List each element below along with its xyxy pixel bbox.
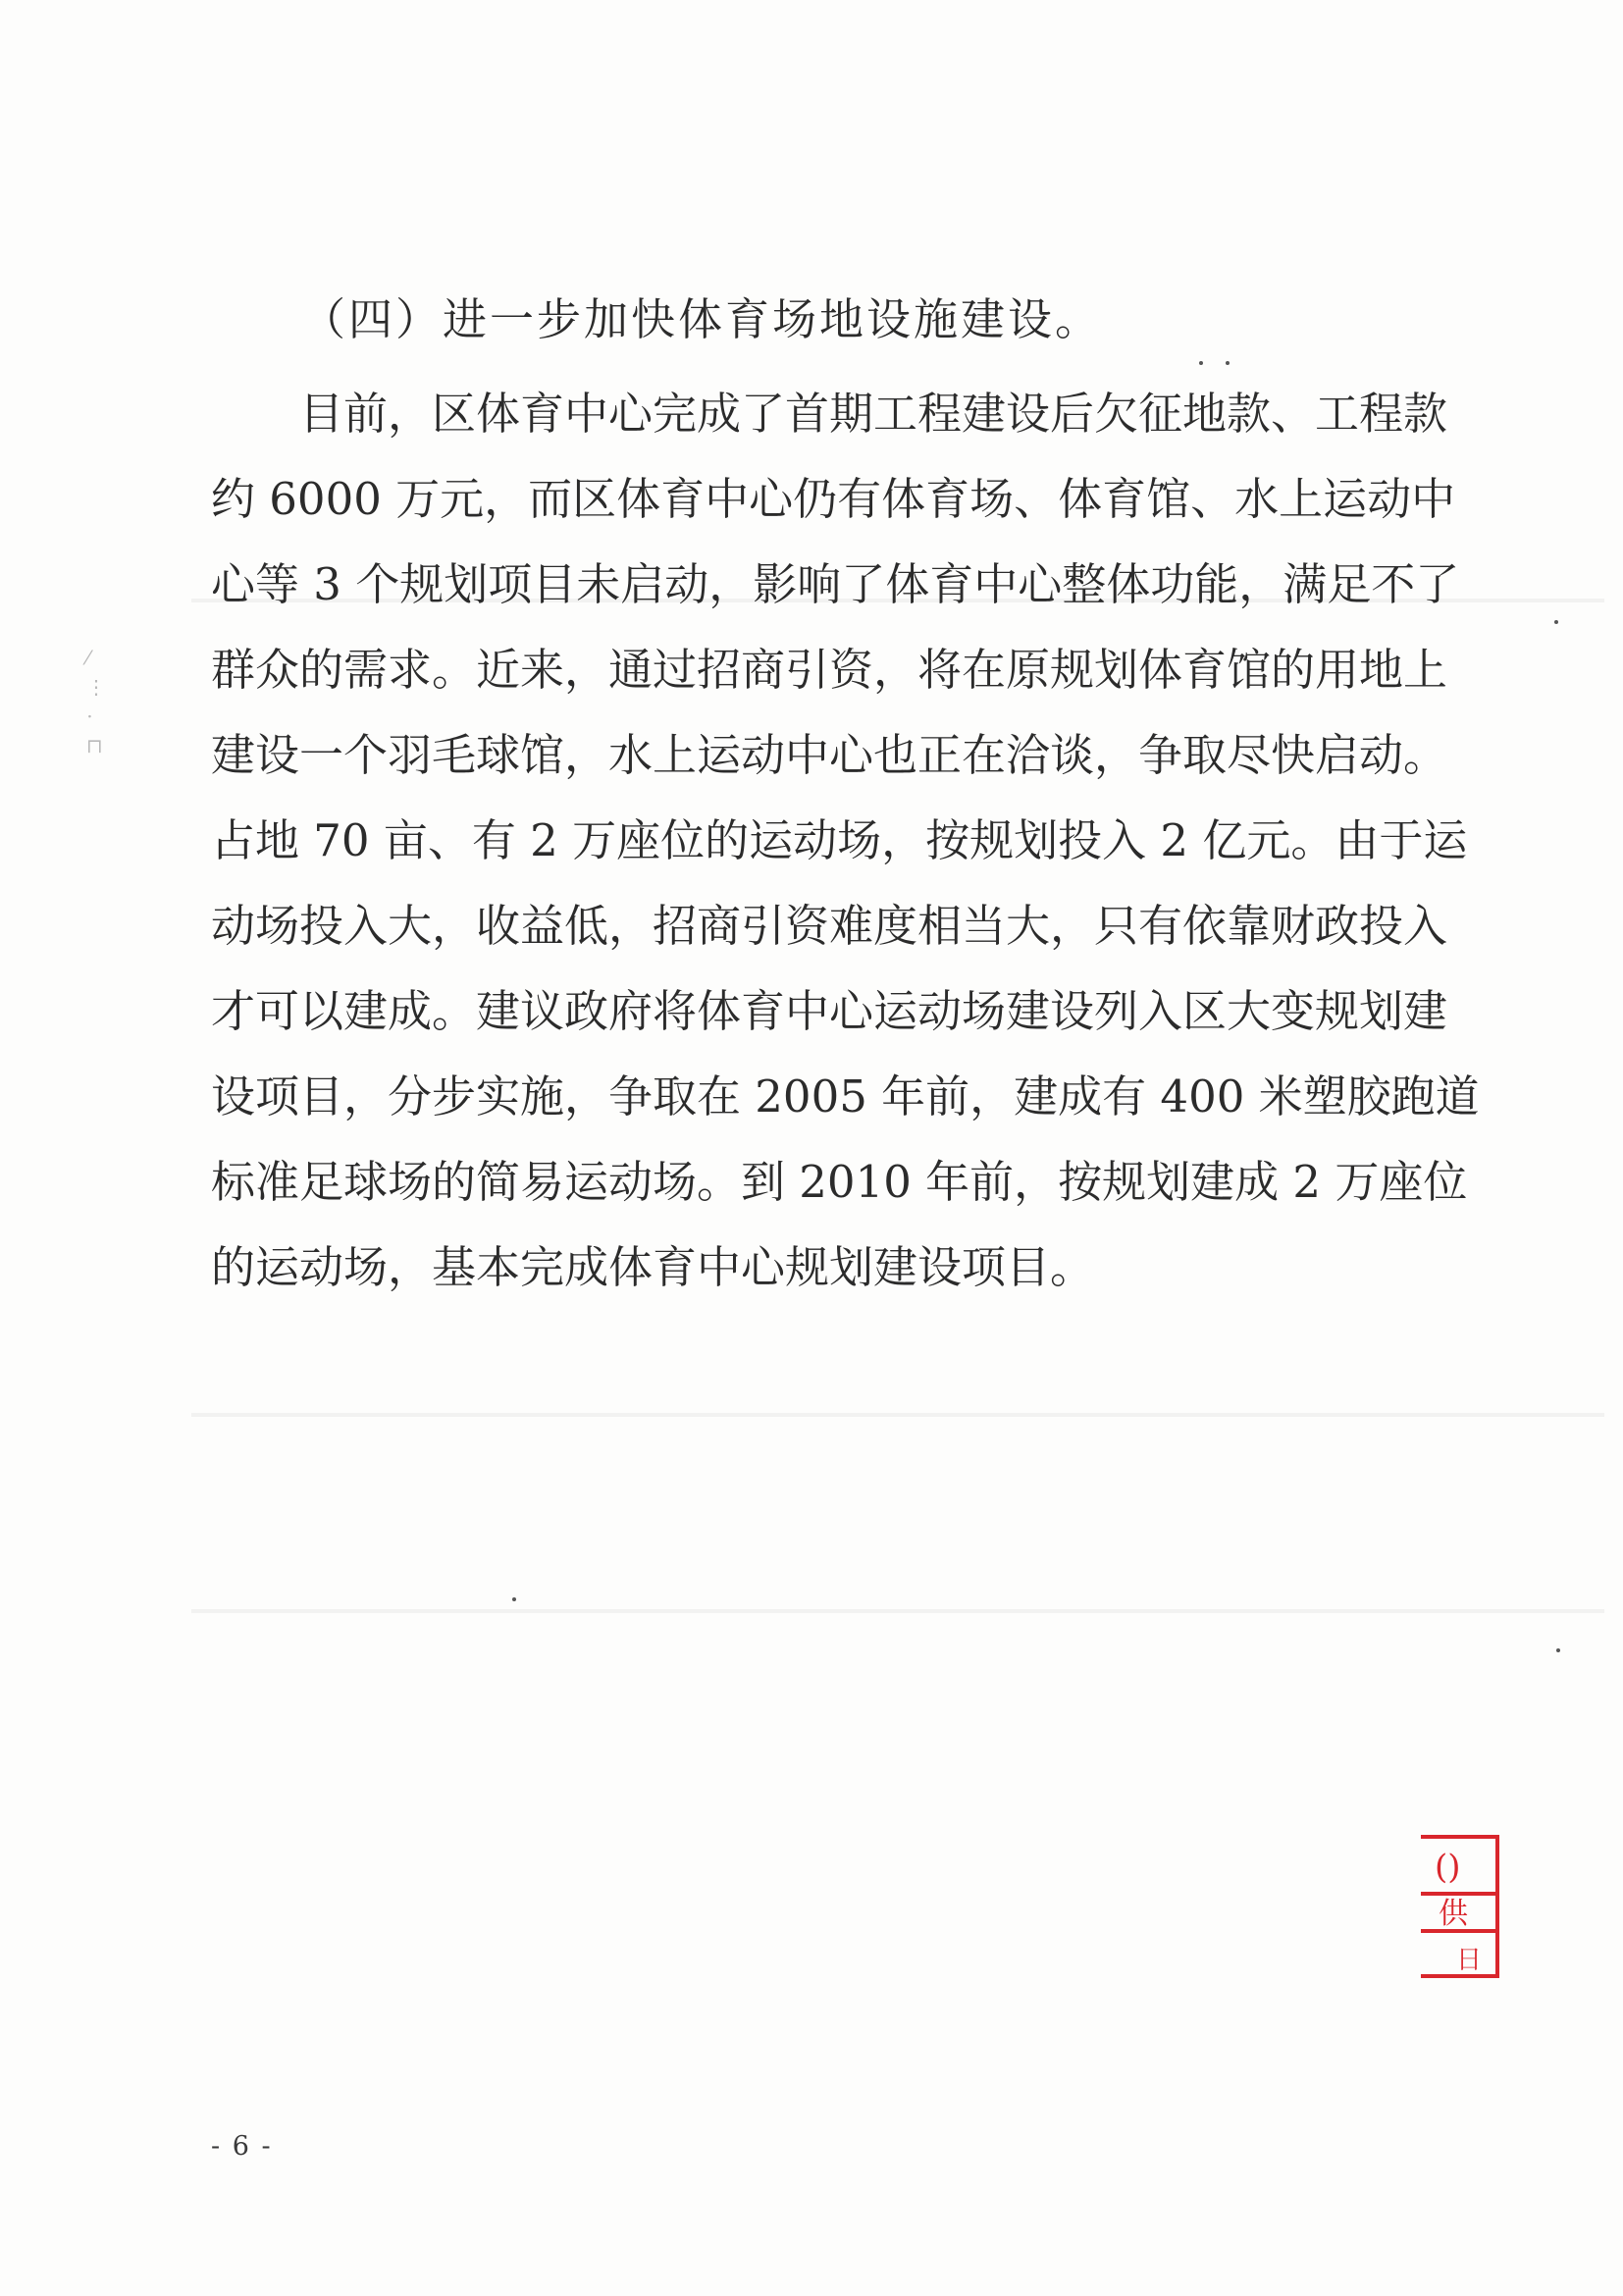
paragraph-line: 动场投入大，收益低，招商引资难度相当大，只有依靠财政投入 <box>211 900 1448 952</box>
binding-marks: ⁄ ⋮ ⋅ ⊓ <box>86 646 106 757</box>
scan-artifact <box>191 1413 1604 1417</box>
stamp-char: () <box>1435 1848 1461 1887</box>
red-stamp <box>1413 1833 1501 1980</box>
scan-speck <box>1226 361 1230 365</box>
paragraph-line: 设项目，分步实施，争取在 2005 年前，建成有 400 米塑胶跑道 <box>211 1070 1480 1122</box>
paragraph-line: 心等 3 个规划项目未启动，影响了体育中心整体功能，满足不了 <box>211 558 1460 610</box>
scan-speck <box>512 1597 516 1601</box>
paragraph-line: 占地 70 亩、有 2 万座位的运动场，按规划投入 2 亿元。由于运 <box>211 814 1468 866</box>
paragraph-line: 目前，区体育中心完成了首期工程建设后欠征地款、工程款 <box>299 388 1448 440</box>
scan-artifact <box>191 1609 1604 1613</box>
scan-speck <box>1556 1648 1560 1652</box>
scan-speck <box>1199 361 1203 365</box>
paragraph-line: 才可以建成。建议政府将体育中心运动场建设列入区大变规划建 <box>211 985 1448 1037</box>
stamp-char: 供 <box>1439 1897 1468 1931</box>
body-paragraph <box>211 371 1480 1310</box>
paragraph-line: 约 6000 万元，而区体育中心仍有体育场、体育馆、水上运动中 <box>211 473 1456 525</box>
paragraph-line: 群众的需求。近来，通过招商引资，将在原规划体育馆的用地上 <box>211 644 1448 696</box>
scan-speck <box>1554 620 1558 624</box>
paragraph-line: 的运动场，基本完成体育中心规划建设项目。 <box>211 1241 1095 1293</box>
section-heading: （四）进一步加快体育场地设施建设。 <box>301 293 1103 345</box>
page-number: - 6 - <box>211 2131 273 2162</box>
stamp-char: 日 <box>1456 1946 1483 1975</box>
paragraph-line: 标准足球场的简易运动场。到 2010 年前，按规划建成 2 万座位 <box>211 1156 1468 1208</box>
paragraph-line: 建设一个羽毛球馆，水上运动中心也正在洽谈，争取尽快启动。 <box>211 729 1448 781</box>
